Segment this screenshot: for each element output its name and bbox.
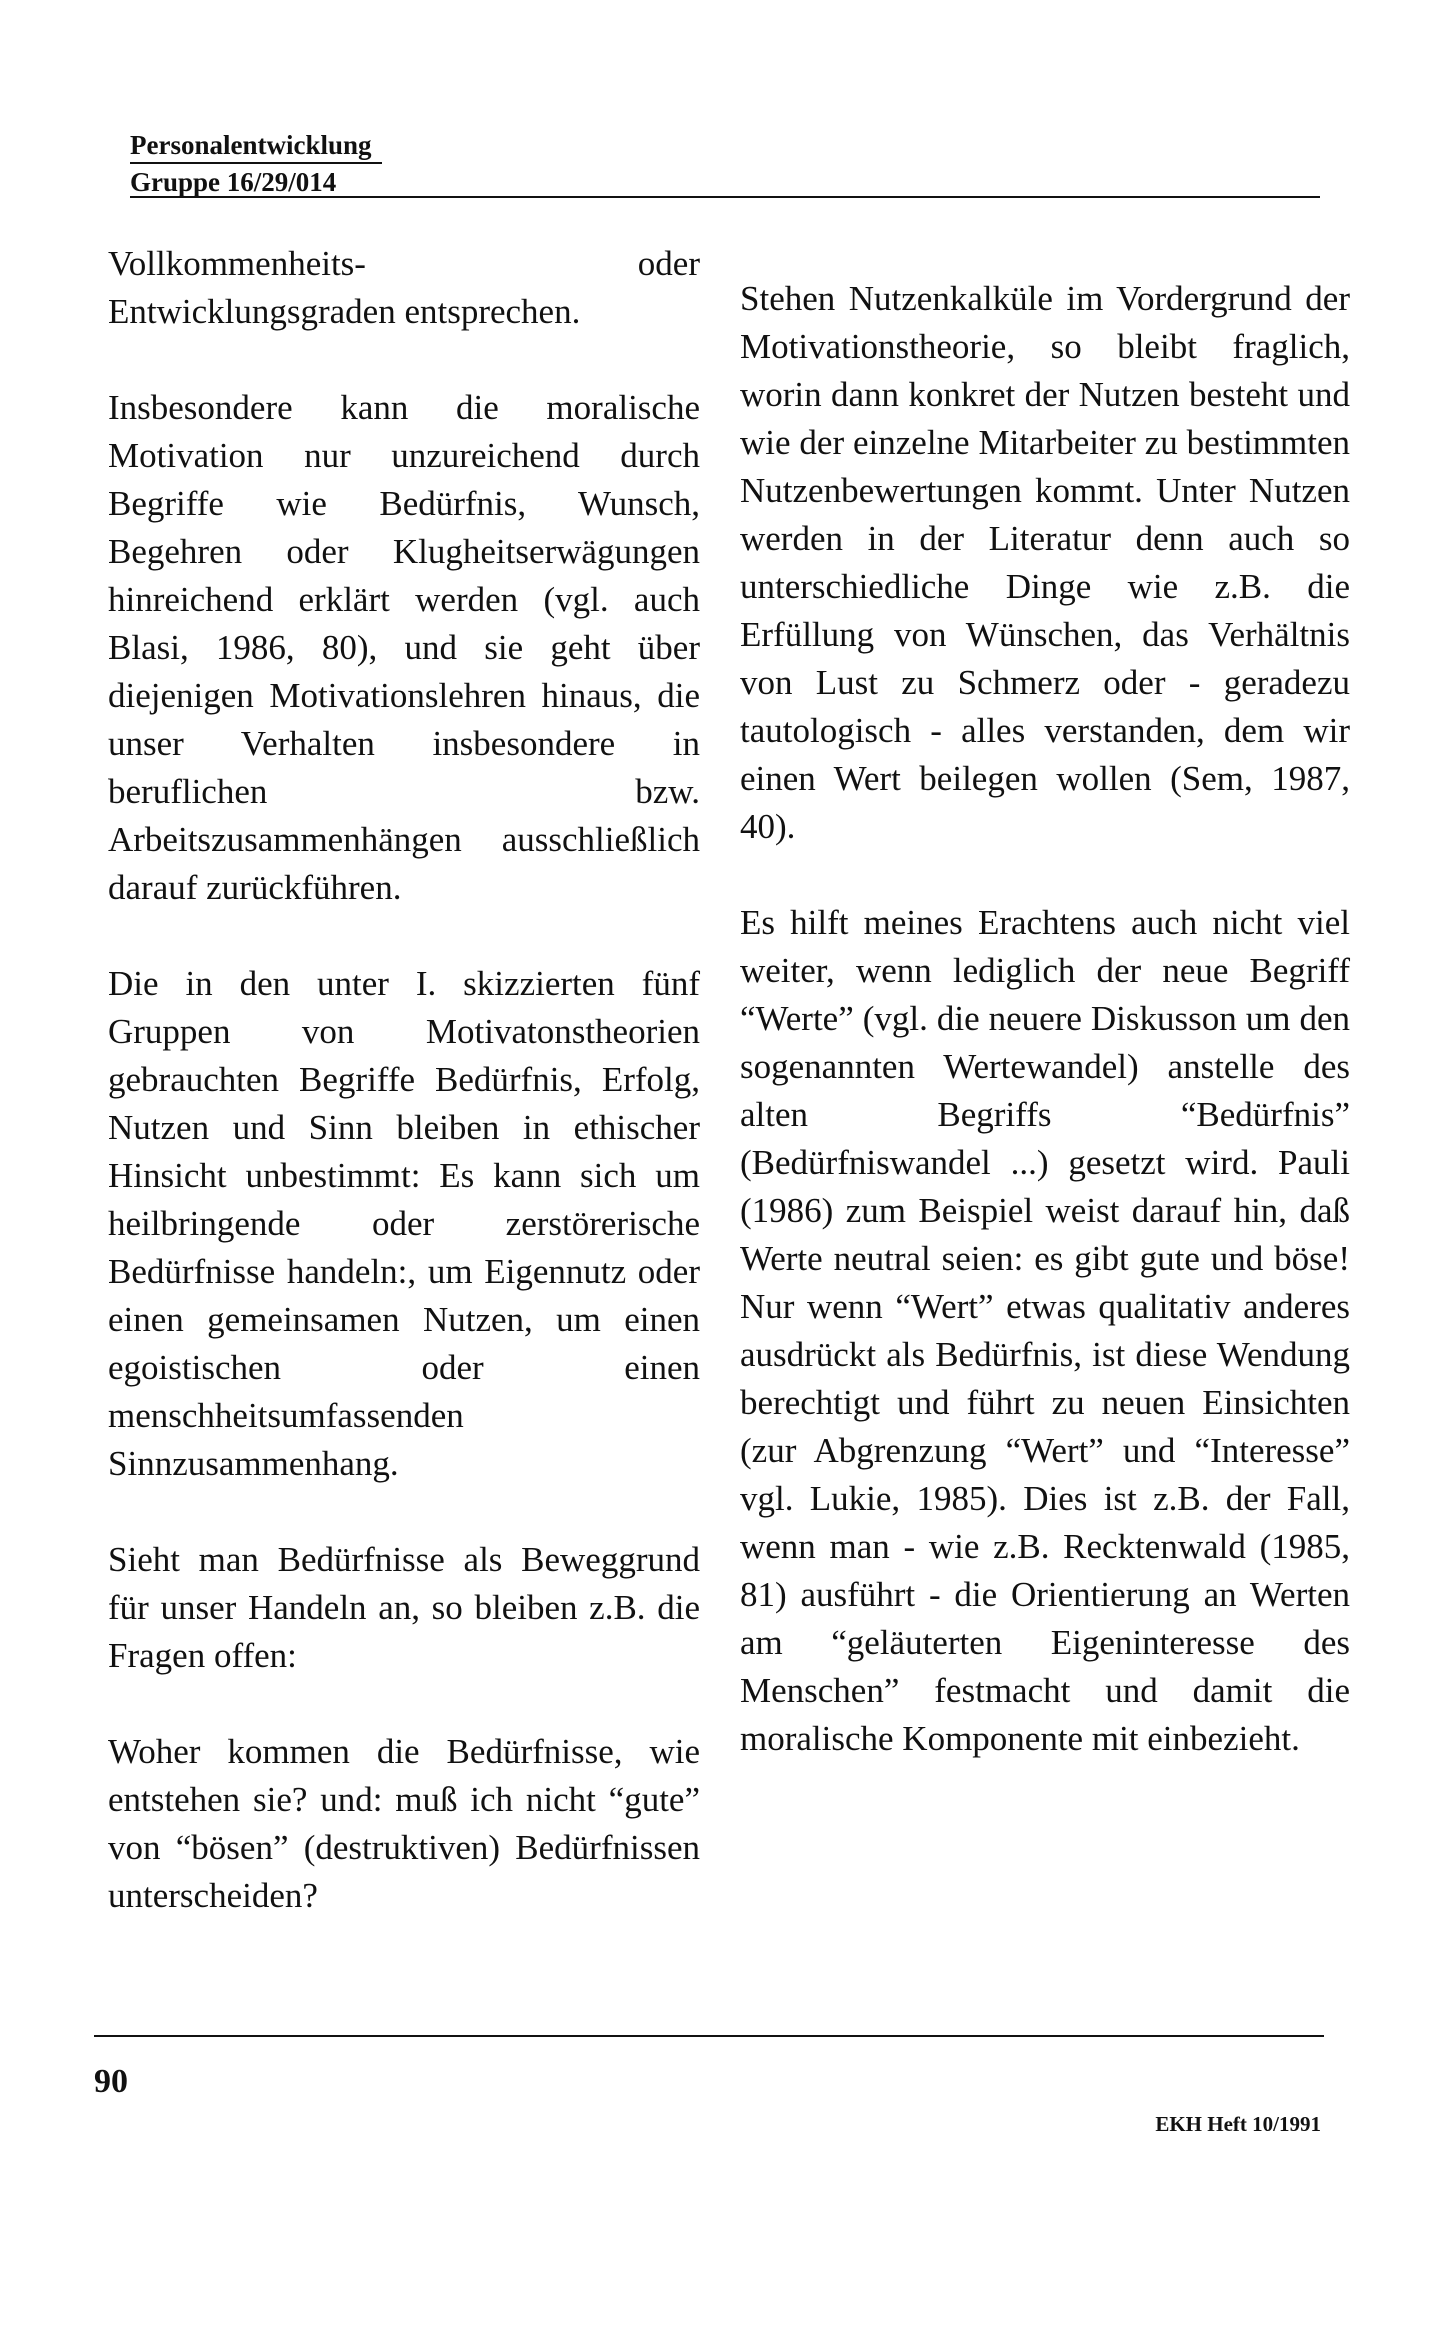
header-section-title: Personalentwicklung [130, 128, 382, 164]
paragraph: Es hilft meines Erachtens auch nicht viel weiter, wenn lediglich der neue Begriff “Werte” (vgl. die neuere Diskusson um den sogenannten Wertewandel) anstelle des alten Begriffs “Bedürfnis” (Bedürfniswandel ...) gesetzt wird. Pauli (1986) zum Beispiel weist darauf hin, daß Werte neutral seien: es gibt gute und böse! Nur wenn “Wert” etwas qualitativ anderes ausdrückt als Bedürfnis, ist diese Wendung berechtigt und führt zu neuen Einsichten (zur Abgrenzung “Wert” und “Interesse” vgl. Lukie, 1985). Dies ist z.B. der Fall, wenn man - wie z.B. Recktenwald (1985, 81) ausführt - die Orientierung an Werten am “geläuterten Eigeninteresse des Menschen” festmacht und damit die moralische Komponente mit einbezieht. [740, 903, 1350, 1758]
left-column [108, 240, 700, 1968]
running-header [130, 128, 1320, 200]
page-number: 90 [94, 2063, 128, 2100]
paragraph: Insbesondere kann die moralische Motivation nur unzureichend durch Begriffe wie Bedürfnis, Wunsch, Begehren oder Klugheitserwägungen hinreichend erklärt werden (vgl. auch Blasi, 1986, 80), und sie geht über diejenigen Motivationslehren hinaus, die unser Verhalten insbesondere in beruflichen bzw. Arbeitszusammenhängen ausschließlich darauf zurückführen. [108, 388, 700, 907]
journal-issue: EKH Heft 10/1991 [1155, 2112, 1321, 2136]
header-group-number: Gruppe 16/29/014 [130, 167, 337, 197]
paragraph: Sieht man Bedürfnisse als Beweggrund für unser Handeln an, so bleiben z.B. die Fragen offen: [108, 1540, 700, 1675]
header-rule [130, 196, 1320, 198]
footer-rule [94, 2035, 1324, 2037]
paragraph: Die in den unter I. skizzierten fünf Gruppen von Motivatonstheorien gebrauchten Begriffe Bedürfnis, Erfolg, Nutzen und Sinn bleiben in ethischer Hinsicht unbestimmt: Es kann sich um heilbringende oder zerstörerische Bedürfnisse handeln:, um Eigennutz oder einen gemeinsamen Nutzen, um einen egoistischen oder einen menschheitsumfassenden Sinnzusammenhang. [108, 964, 700, 1483]
paragraph: Stehen Nutzenkalküle im Vordergrund der Motivationstheorie, so bleibt fraglich, worin dann konkret der Nutzen besteht und wie der einzelne Mitarbeiter zu bestimmten Nutzenbewertungen kommt. Unter Nutzen werden in der Literatur denn auch so unterschiedliche Dinge wie z.B. die Erfüllung von Wünschen, das Verhältnis von Lust zu Schmerz oder - geradezu tautologisch - alles verstanden, dem wir einen Wert beilegen wollen (Sem, 1987, 40). [740, 279, 1350, 846]
paragraph: Woher kommen die Bedürfnisse, wie entstehen sie? und: muß ich nicht “gute” von “bösen” (destruktiven) Bedürfnissen unterscheiden? [108, 1732, 700, 1915]
paragraph: Vollkommenheits- oder Entwicklungsgraden entsprechen. [108, 244, 700, 331]
right-column [740, 275, 1350, 1811]
